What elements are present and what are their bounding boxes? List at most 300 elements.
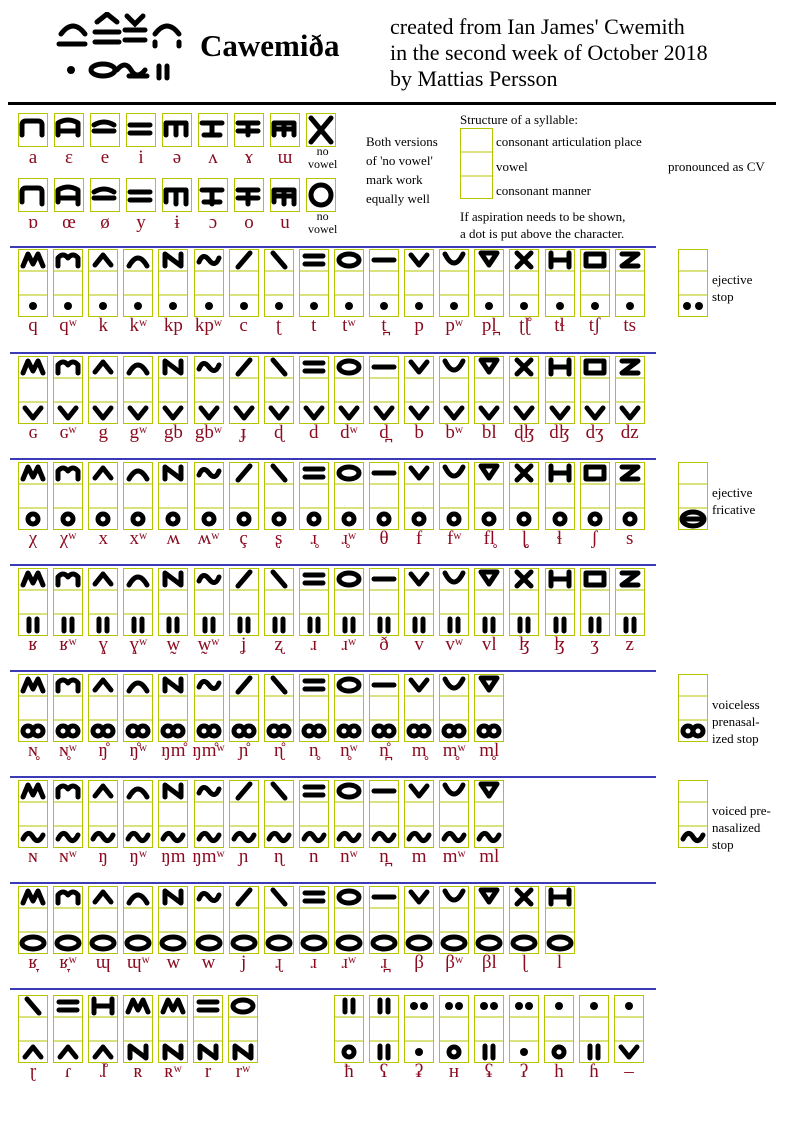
consonant-sign: [18, 568, 48, 636]
header-rule: [8, 102, 776, 105]
phoneme-label: ɻ: [275, 952, 282, 973]
consonant-sign: [474, 674, 504, 742]
consonant-sign: [615, 462, 645, 530]
legend-sign: [678, 462, 708, 530]
phoneme-label: ɟ: [240, 422, 247, 443]
consonant-sign: [18, 886, 48, 954]
phoneme-label: ɲ̊: [238, 740, 249, 761]
consonant-sign: [229, 886, 259, 954]
consonant-sign: [123, 462, 153, 530]
phoneme-label: d̪: [379, 422, 389, 443]
consonant-sign: [53, 356, 83, 424]
consonant-sign: [229, 780, 259, 848]
credit-line: by Mattias Persson: [390, 66, 558, 91]
consonant-sign: [509, 568, 539, 636]
row-legend-note: ejective fricative: [712, 485, 756, 517]
phoneme-label: c: [239, 315, 248, 336]
phoneme-label: ɹ̥: [310, 528, 317, 549]
phoneme-label: ŋm̊ʷ: [192, 740, 225, 761]
phoneme-label: ʃ: [591, 528, 598, 549]
consonant-sign: [299, 674, 329, 742]
both-versions-note: Both versions of 'no vowel' mark work equally well: [366, 134, 438, 206]
phoneme-label: ə: [172, 147, 182, 168]
phoneme-label: pʷ: [445, 315, 463, 336]
phoneme-label: fʷ: [446, 528, 462, 549]
consonant-sign: [88, 674, 118, 742]
no-vowel-sign: [306, 178, 336, 212]
consonant-sign: [88, 568, 118, 636]
phoneme-label: qʷ: [59, 315, 77, 336]
consonant-sign: [229, 674, 259, 742]
consonant-sign: [545, 249, 575, 317]
phoneme-label: ø: [100, 212, 110, 233]
syllable-structure-diagram: [460, 128, 494, 200]
consonant-sign: [229, 462, 259, 530]
consonant-sign: [123, 674, 153, 742]
phoneme-label: k: [98, 315, 108, 336]
vowel-sign: [270, 178, 300, 212]
consonant-sign: [439, 674, 469, 742]
section-divider: [10, 670, 656, 672]
consonant-sign: [615, 356, 645, 424]
phoneme-label: m̥ʷ: [442, 740, 466, 761]
phoneme-label: rʷ: [235, 1061, 251, 1082]
vowel-sign: [54, 178, 84, 212]
consonant-sign: [88, 462, 118, 530]
consonant-sign: [158, 356, 188, 424]
phoneme-label: bl: [481, 422, 497, 443]
phoneme-label: ʁ̞: [28, 952, 38, 973]
consonant-sign: [334, 995, 364, 1063]
consonant-sign: [614, 995, 644, 1063]
phoneme-label: s: [625, 528, 634, 549]
section-divider: [10, 564, 656, 566]
credit-line: created from Ian James' Cwemith: [390, 14, 685, 39]
phoneme-label: ħ: [344, 1061, 354, 1082]
consonant-sign: [299, 886, 329, 954]
row-legend-note: ejective stop: [712, 272, 753, 304]
consonant-sign: [18, 780, 48, 848]
phoneme-label: ʕ: [379, 1061, 389, 1082]
phoneme-label: dɮ: [549, 422, 570, 443]
phoneme-label: z: [625, 634, 634, 655]
phoneme-label: m̥l: [479, 740, 500, 761]
vowel-sign: [198, 113, 228, 147]
phoneme-label: ɳ̊: [273, 740, 284, 761]
consonant-sign: [53, 568, 83, 636]
phoneme-label: ʀ: [133, 1061, 143, 1082]
phoneme-label: n̥ʷ: [340, 740, 358, 761]
phoneme-label: ʌ: [208, 147, 218, 168]
consonant-sign: [404, 995, 434, 1063]
phoneme-label: ʀʷ: [164, 1061, 182, 1082]
phoneme-label: ŋ: [98, 846, 108, 867]
phoneme-label: w̰: [166, 634, 181, 655]
consonant-sign: [158, 780, 188, 848]
vowel-sign: [234, 113, 264, 147]
consonant-sign: [123, 995, 153, 1063]
consonant-sign: [53, 674, 83, 742]
consonant-sign: [474, 780, 504, 848]
phoneme-label: ʐ: [274, 634, 283, 655]
consonant-sign: [194, 674, 224, 742]
phoneme-label: ʝ: [240, 634, 247, 655]
consonant-sign: [53, 886, 83, 954]
consonant-sign: [474, 886, 504, 954]
consonant-sign: [158, 568, 188, 636]
phoneme-label: r: [204, 1061, 212, 1082]
phoneme-label: ç: [239, 528, 248, 549]
phoneme-label: fl̥: [483, 528, 496, 549]
consonant-sign: [53, 780, 83, 848]
phoneme-label: nʷ: [340, 846, 358, 867]
consonant-sign: [264, 780, 294, 848]
phoneme-label: d: [309, 422, 319, 443]
phoneme-label: t̪: [381, 315, 387, 336]
phoneme-label: a: [28, 147, 38, 168]
consonant-sign: [194, 780, 224, 848]
consonant-sign: [88, 886, 118, 954]
consonant-sign: [580, 568, 610, 636]
vowel-sign: [18, 178, 48, 212]
consonant-sign: [88, 356, 118, 424]
phoneme-label: ɹʷ: [341, 952, 357, 973]
aspiration-note: If aspiration needs to be shown, a dot is put above the character.: [460, 209, 626, 241]
phoneme-label: t: [311, 315, 317, 336]
phoneme-label: ɭ̥: [521, 528, 528, 549]
consonant-sign: [404, 780, 434, 848]
consonant-sign: [194, 462, 224, 530]
phoneme-label: i: [138, 147, 144, 168]
consonant-sign: [334, 674, 364, 742]
phoneme-label: ɴʷ: [59, 846, 77, 867]
phoneme-label: ɲ: [238, 846, 249, 867]
consonant-sign: [439, 886, 469, 954]
phoneme-label: ɴ: [28, 846, 38, 867]
legend-sign: [678, 780, 708, 848]
phoneme-label: tɬ: [554, 315, 565, 336]
phoneme-label: bʷ: [445, 422, 463, 443]
consonant-sign: [545, 356, 575, 424]
vowel-sign: [54, 113, 84, 147]
phoneme-label: ɔ: [208, 212, 218, 233]
consonant-sign: [369, 249, 399, 317]
phoneme-label: dz: [620, 422, 639, 443]
phoneme-label: ɹ̥ʷ: [341, 528, 357, 549]
phoneme-label: ʍʷ: [197, 528, 220, 549]
phoneme-label: dʒ: [585, 422, 604, 443]
phoneme-label: ml: [479, 846, 500, 867]
phoneme-label: ŋmʷ: [192, 846, 225, 867]
phoneme-label: ɖ: [273, 422, 284, 443]
consonant-sign: [439, 995, 469, 1063]
phoneme-label: u: [280, 212, 290, 233]
row-legend-note: voiced pre- nasalized stop: [712, 803, 771, 852]
consonant-sign: [474, 356, 504, 424]
consonant-sign: [439, 356, 469, 424]
phoneme-label: ɤ: [244, 147, 254, 168]
phoneme-label: ʈɭ̊: [519, 315, 530, 336]
phoneme-label: ɨ: [174, 212, 180, 233]
structure-manner: consonant manner: [496, 183, 591, 198]
consonant-sign: [194, 249, 224, 317]
phoneme-label: ɬ: [556, 528, 563, 549]
consonant-sign: [439, 462, 469, 530]
consonant-sign: [299, 356, 329, 424]
section-divider: [10, 776, 656, 778]
phoneme-label: b: [414, 422, 424, 443]
consonant-sign: [18, 674, 48, 742]
phoneme-label: q: [28, 315, 38, 336]
phoneme-label: ʡ: [414, 1061, 424, 1082]
consonant-sign: [369, 886, 399, 954]
consonant-sign: [334, 249, 364, 317]
phoneme-label: ʒ: [590, 634, 599, 655]
phoneme-label: ʁʷ: [59, 634, 77, 655]
phoneme-label: w: [166, 952, 181, 973]
phoneme-label: vʷ: [445, 634, 463, 655]
consonant-sign: [545, 462, 575, 530]
phoneme-label: ŋm̊: [161, 740, 186, 761]
phoneme-label: m: [411, 846, 427, 867]
phoneme-label: o: [244, 212, 254, 233]
phoneme-label: p: [414, 315, 424, 336]
vowel-sign: [162, 113, 192, 147]
phoneme-label: ɖɮ: [514, 422, 535, 443]
consonant-sign: [18, 249, 48, 317]
phoneme-label: ɹ: [310, 952, 317, 973]
phoneme-label: ɮ: [518, 634, 530, 655]
consonant-sign: [404, 462, 434, 530]
consonant-sign: [194, 886, 224, 954]
consonant-sign: [53, 249, 83, 317]
consonant-sign: [615, 249, 645, 317]
credits: [390, 14, 708, 92]
phoneme-label: n̥: [309, 740, 319, 761]
consonant-sign: [123, 568, 153, 636]
section-divider: [10, 352, 656, 354]
phoneme-label: tʃ: [588, 315, 601, 336]
consonant-sign: [334, 886, 364, 954]
phoneme-label: ɹʷ: [341, 634, 357, 655]
consonant-sign: [88, 249, 118, 317]
phoneme-label: m̥: [411, 740, 427, 761]
consonant-sign: [509, 249, 539, 317]
phoneme-label: gbʷ: [194, 422, 223, 443]
consonant-sign: [158, 886, 188, 954]
page-title: Cawemiða: [200, 28, 340, 63]
phoneme-label: ɒ: [28, 212, 38, 233]
no-vowel-label: no vowel: [308, 209, 338, 236]
consonant-sign: [474, 249, 504, 317]
consonant-sign: [334, 780, 364, 848]
vowel-sign: [126, 113, 156, 147]
consonant-sign: [229, 568, 259, 636]
vowel-sign: [90, 113, 120, 147]
consonant-sign: [404, 249, 434, 317]
phoneme-label: ʈ: [276, 315, 282, 336]
consonant-sign: [404, 886, 434, 954]
phoneme-label: ʁ̞ʷ: [59, 952, 77, 973]
phoneme-label: βʷ: [445, 952, 464, 973]
consonant-sign: [580, 356, 610, 424]
phoneme-label: dʷ: [340, 422, 358, 443]
consonant-sign: [158, 674, 188, 742]
phoneme-label: ʜ: [448, 1061, 460, 1082]
phoneme-label: ɰ: [95, 952, 111, 973]
phoneme-label: vl: [481, 634, 497, 655]
structure-title: Structure of a syllable:: [460, 112, 579, 127]
phoneme-label: θ: [379, 528, 389, 549]
phoneme-label: ʢ: [484, 1061, 494, 1082]
phoneme-label: h: [554, 1061, 564, 1082]
phoneme-label: ɳ: [273, 846, 284, 867]
consonant-sign: [509, 995, 539, 1063]
consonant-sign: [439, 249, 469, 317]
consonant-sign: [193, 995, 223, 1063]
phoneme-label: ɽ: [29, 1061, 37, 1082]
consonant-sign: [18, 462, 48, 530]
phoneme-label: ɢʷ: [59, 422, 77, 443]
consonant-sign: [580, 249, 610, 317]
consonant-sign: [334, 568, 364, 636]
consonant-sign: [264, 674, 294, 742]
consonant-sign: [509, 462, 539, 530]
phoneme-label: ɣʷ: [129, 634, 148, 655]
section-divider: [10, 882, 656, 884]
no-vowel-label: no vowel: [308, 144, 338, 171]
vowel-sign: [270, 113, 300, 147]
vowel-sign: [126, 178, 156, 212]
consonant-sign: [158, 462, 188, 530]
phoneme-label: gb: [163, 422, 183, 443]
consonant-sign: [264, 886, 294, 954]
phoneme-label: ɰʷ: [126, 952, 150, 973]
consonant-sign: [615, 568, 645, 636]
consonant-sign: [123, 249, 153, 317]
phoneme-label: mʷ: [442, 846, 466, 867]
phoneme-label: kʷ: [129, 315, 148, 336]
consonant-sign: [194, 568, 224, 636]
consonant-sign: [228, 995, 258, 1063]
consonant-sign: [545, 568, 575, 636]
phoneme-label: y: [136, 212, 146, 233]
consonant-sign: [299, 568, 329, 636]
legend-sign: [678, 674, 708, 742]
vowel-sign: [162, 178, 192, 212]
consonant-sign: [334, 462, 364, 530]
phoneme-label: ts: [623, 315, 637, 336]
script-logo: [55, 12, 185, 82]
phoneme-label: ʁ: [28, 634, 38, 655]
phoneme-label: ɴ̥: [28, 740, 38, 761]
consonant-sign: [509, 356, 539, 424]
consonant-sign: [194, 356, 224, 424]
phoneme-label: ŋʷ: [129, 846, 148, 867]
consonant-sign: [158, 995, 188, 1063]
structure-vowel: vowel: [496, 159, 528, 174]
phoneme-label: βl: [481, 952, 497, 973]
phoneme-label: e: [100, 147, 110, 168]
consonant-sign: [439, 568, 469, 636]
credit-line: in the second week of October 2018: [390, 40, 708, 65]
phoneme-label: n: [309, 846, 319, 867]
phoneme-label: ʍ: [166, 528, 181, 549]
consonant-sign: [299, 462, 329, 530]
consonant-sign: [369, 568, 399, 636]
phoneme-label: g: [98, 422, 108, 443]
consonant-sign: [544, 995, 574, 1063]
consonant-sign: [545, 886, 575, 954]
structure-place: consonant articulation place: [496, 134, 642, 149]
phoneme-label: ɯ: [277, 147, 293, 168]
phoneme-label: ɺ̊: [99, 1061, 107, 1082]
phoneme-label: ɭ: [521, 952, 528, 973]
consonant-sign: [123, 886, 153, 954]
phoneme-label: β: [414, 952, 424, 973]
phoneme-label: ð: [379, 634, 389, 655]
phoneme-label: χ: [28, 528, 38, 549]
section-divider: [10, 458, 656, 460]
phoneme-label: kp: [163, 315, 183, 336]
consonant-sign: [369, 995, 399, 1063]
phoneme-label: ɴ̥ʷ: [59, 740, 77, 761]
pronounced-note: pronounced as CV: [668, 159, 765, 174]
vowel-sign: [90, 178, 120, 212]
consonant-sign: [264, 462, 294, 530]
phoneme-label: ɛ: [65, 147, 73, 168]
consonant-sign: [88, 995, 118, 1063]
phoneme-label: ɹ̪: [380, 952, 388, 973]
phoneme-label: ɣ: [98, 634, 108, 655]
consonant-sign: [474, 568, 504, 636]
consonant-sign: [229, 356, 259, 424]
consonant-sign: [264, 249, 294, 317]
consonant-sign: [369, 462, 399, 530]
consonant-sign: [369, 356, 399, 424]
phoneme-label: xʷ: [129, 528, 148, 549]
phoneme-label: ŋ̊ʷ: [129, 740, 148, 761]
phoneme-label: f: [415, 528, 423, 549]
phoneme-label: n̪: [379, 846, 389, 867]
consonant-sign: [299, 780, 329, 848]
consonant-sign: [369, 780, 399, 848]
phoneme-label: ŋm: [161, 846, 186, 867]
consonant-sign: [580, 462, 610, 530]
consonant-sign: [404, 356, 434, 424]
consonant-sign: [579, 995, 609, 1063]
phoneme-label: pl̪: [481, 315, 497, 336]
consonant-sign: [334, 356, 364, 424]
phoneme-label: ŋ̊: [98, 740, 108, 761]
phoneme-label: ɹ: [310, 634, 317, 655]
section-divider: [10, 246, 656, 248]
consonant-sign: [88, 780, 118, 848]
phoneme-label: ɮ: [554, 634, 565, 655]
vowel-sign: [234, 178, 264, 212]
consonant-sign: [264, 568, 294, 636]
phoneme-label: tʷ: [342, 315, 356, 336]
consonant-sign: [123, 780, 153, 848]
consonant-sign: [509, 886, 539, 954]
phoneme-label: –: [624, 1061, 634, 1082]
consonant-sign: [404, 674, 434, 742]
phoneme-label: kpʷ: [194, 315, 223, 336]
phoneme-label: ɾ: [64, 1061, 72, 1082]
phoneme-label: n̪̊: [379, 740, 389, 761]
row-legend-note: voiceless prenasal- ized stop: [712, 697, 760, 746]
consonant-sign: [18, 356, 48, 424]
